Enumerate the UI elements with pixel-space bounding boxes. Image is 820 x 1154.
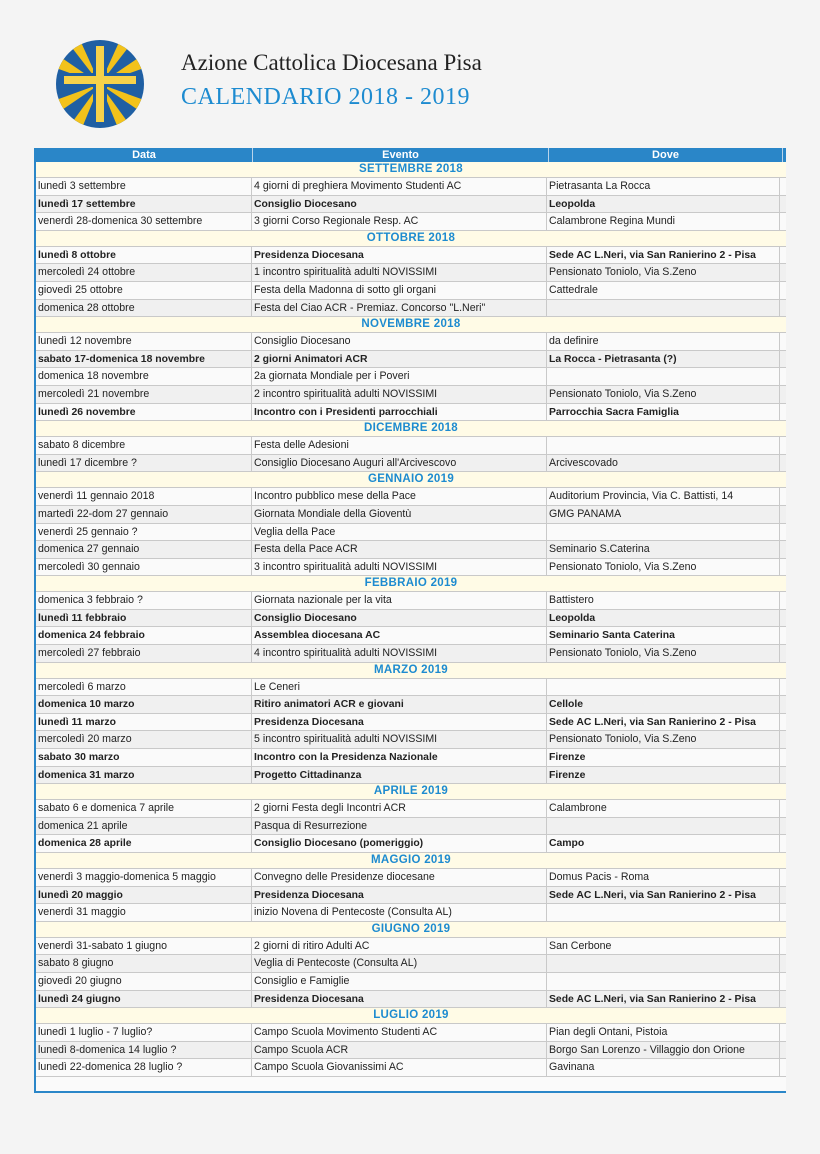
table-row <box>36 488 786 506</box>
cell-evento: 3 giorni Corso Regionale Resp. AC <box>252 213 547 230</box>
cell-data: mercoledì 27 febbraio <box>36 645 252 662</box>
cell-evento: Assemblea diocesana AC <box>252 627 547 644</box>
cell-data: domenica 28 ottobre <box>36 300 252 317</box>
cell-dove: Sede AC L.Neri, via San Ranierino 2 - Pisa <box>547 991 780 1008</box>
cell-dove: Pian degli Ontani, Pistoia <box>547 1024 780 1041</box>
cell-dove: da definire <box>547 333 780 350</box>
cell-data: lunedì 20 maggio <box>36 887 252 904</box>
cell-evento: 2 incontro spiritualità adulti NOVISSIMI <box>252 386 547 403</box>
table-row <box>36 869 786 887</box>
cell-evento: Consiglio Diocesano <box>252 610 547 627</box>
table-row <box>36 213 786 231</box>
cell-evento: Pasqua di Resurrezione <box>252 818 547 835</box>
cell-data: lunedì 8 ottobre <box>36 247 252 264</box>
cell-data: domenica 3 febbraio ? <box>36 592 252 609</box>
month-header: APRILE 2019 <box>36 784 786 800</box>
table-row <box>36 455 786 473</box>
cell-evento: 1 incontro spiritualità adulti NOVISSIMI <box>252 264 547 281</box>
table-row <box>36 559 786 577</box>
cell-dove: Sede AC L.Neri, via San Ranierino 2 - Pisa <box>547 887 780 904</box>
column-header-dove: Dove <box>549 148 783 162</box>
cell-evento: inizio Novena di Pentecoste (Consulta AL) <box>252 904 547 921</box>
cell-evento: Festa della Madonna di sotto gli organi <box>252 282 547 299</box>
cell-data: venerdì 31 maggio <box>36 904 252 921</box>
cell-evento: 4 incontro spiritualità adulti NOVISSIMI <box>252 645 547 662</box>
month-header: NOVEMBRE 2018 <box>36 317 786 333</box>
cell-evento: Giornata nazionale per la vita <box>252 592 547 609</box>
cell-evento: Campo Scuola Giovanissimi AC <box>252 1059 547 1076</box>
cell-data: lunedì 3 settembre <box>36 178 252 195</box>
cell-data: sabato 30 marzo <box>36 749 252 766</box>
cell-evento: Festa della Pace ACR <box>252 541 547 558</box>
cell-evento: 3 incontro spiritualità adulti NOVISSIMI <box>252 559 547 576</box>
cell-dove: La Rocca - Pietrasanta (?) <box>547 351 780 368</box>
table-row <box>36 679 786 697</box>
calendar-table <box>34 148 786 1093</box>
cell-evento: Campo Scuola ACR <box>252 1042 547 1059</box>
table-row <box>36 264 786 282</box>
cell-data: lunedì 22-domenica 28 luglio ? <box>36 1059 252 1076</box>
cell-evento: Incontro con la Presidenza Nazionale <box>252 749 547 766</box>
table-row <box>36 524 786 542</box>
table-row <box>36 196 786 214</box>
table-body <box>36 162 786 1077</box>
cell-data: lunedì 12 novembre <box>36 333 252 350</box>
cell-evento: Consiglio Diocesano Auguri all'Arcivescovo <box>252 455 547 472</box>
cell-dove: Pensionato Toniolo, Via S.Zeno <box>547 731 780 748</box>
cell-dove: Firenze <box>547 767 780 784</box>
cell-evento: Incontro pubblico mese della Pace <box>252 488 547 505</box>
cell-data: domenica 21 aprile <box>36 818 252 835</box>
cell-evento: Consiglio Diocesano (pomeriggio) <box>252 835 547 852</box>
cell-dove: Auditorium Provincia, Via C. Battisti, 14 <box>547 488 780 505</box>
month-header: LUGLIO 2019 <box>36 1008 786 1024</box>
month-header: SETTEMBRE 2018 <box>36 162 786 178</box>
column-header-evento: Evento <box>253 148 549 162</box>
cell-data: giovedì 20 giugno <box>36 973 252 990</box>
calendar-title: CALENDARIO 2018 - 2019 <box>181 84 470 110</box>
cell-dove: Borgo San Lorenzo - Villaggio don Orione <box>547 1042 780 1059</box>
cell-evento: Festa del Ciao ACR - Premiaz. Concorso "L.Neri" <box>252 300 547 317</box>
cell-data: venerdì 31-sabato 1 giugno <box>36 938 252 955</box>
cell-evento: Veglia di Pentecoste (Consulta AL) <box>252 955 547 972</box>
cell-dove: Sede AC L.Neri, via San Ranierino 2 - Pisa <box>547 247 780 264</box>
table-row <box>36 731 786 749</box>
table-row <box>36 541 786 559</box>
cell-dove: Seminario Santa Caterina <box>547 627 780 644</box>
cell-data: lunedì 26 novembre <box>36 404 252 421</box>
cell-dove: Gavinana <box>547 1059 780 1076</box>
table-row <box>36 610 786 628</box>
cell-evento: Consiglio Diocesano <box>252 196 547 213</box>
cell-data: mercoledì 24 ottobre <box>36 264 252 281</box>
cell-data: domenica 31 marzo <box>36 767 252 784</box>
cell-evento: Campo Scuola Movimento Studenti AC <box>252 1024 547 1041</box>
cell-dove: Sede AC L.Neri, via San Ranierino 2 - Pisa <box>547 714 780 731</box>
month-header: MAGGIO 2019 <box>36 853 786 869</box>
cell-data: mercoledì 30 gennaio <box>36 559 252 576</box>
cell-dove: Campo <box>547 835 780 852</box>
table-row <box>36 1059 786 1077</box>
organization-title: Azione Cattolica Diocesana Pisa <box>181 50 482 75</box>
table-row <box>36 506 786 524</box>
table-row <box>36 991 786 1009</box>
month-header: MARZO 2019 <box>36 663 786 679</box>
month-header: OTTOBRE 2018 <box>36 231 786 247</box>
cell-evento: 2a giornata Mondiale per i Poveri <box>252 368 547 385</box>
cell-dove <box>547 437 780 454</box>
cell-data: lunedì 24 giugno <box>36 991 252 1008</box>
cell-data: venerdì 25 gennaio ? <box>36 524 252 541</box>
cell-evento: Incontro con i Presidenti parrocchiali <box>252 404 547 421</box>
cell-data: sabato 17-domenica 18 novembre <box>36 351 252 368</box>
cell-data: domenica 27 gennaio <box>36 541 252 558</box>
cell-data: domenica 24 febbraio <box>36 627 252 644</box>
table-row <box>36 404 786 422</box>
cell-data: mercoledì 6 marzo <box>36 679 252 696</box>
cell-evento: 2 giorni Festa degli Incontri ACR <box>252 800 547 817</box>
table-row <box>36 351 786 369</box>
cell-evento: Presidenza Diocesana <box>252 991 547 1008</box>
month-header: DICEMBRE 2018 <box>36 421 786 437</box>
table-row <box>36 645 786 663</box>
table-row <box>36 592 786 610</box>
cell-dove: Cellole <box>547 696 780 713</box>
cell-dove: Pensionato Toniolo, Via S.Zeno <box>547 645 780 662</box>
cell-dove <box>547 818 780 835</box>
cell-data: lunedì 17 settembre <box>36 196 252 213</box>
month-header: GENNAIO 2019 <box>36 472 786 488</box>
cell-dove: Firenze <box>547 749 780 766</box>
cell-evento: Le Ceneri <box>252 679 547 696</box>
cell-dove: Calambrone Regina Mundi <box>547 213 780 230</box>
table-row <box>36 386 786 404</box>
cell-data: giovedì 25 ottobre <box>36 282 252 299</box>
cell-evento: 4 giorni di preghiera Movimento Studenti AC <box>252 178 547 195</box>
cell-dove: Arcivescovado <box>547 455 780 472</box>
table-row <box>36 955 786 973</box>
cell-dove <box>547 679 780 696</box>
cell-dove: GMG PANAMA <box>547 506 780 523</box>
cell-dove <box>547 368 780 385</box>
cell-dove <box>547 955 780 972</box>
cell-data: martedì 22-dom 27 gennaio <box>36 506 252 523</box>
month-header: FEBBRAIO 2019 <box>36 576 786 592</box>
month-header: GIUGNO 2019 <box>36 922 786 938</box>
cell-dove: Battistero <box>547 592 780 609</box>
cell-evento: Festa delle Adesioni <box>252 437 547 454</box>
table-row <box>36 818 786 836</box>
table-row <box>36 749 786 767</box>
cell-data: lunedì 8-domenica 14 luglio ? <box>36 1042 252 1059</box>
cell-data: lunedì 11 febbraio <box>36 610 252 627</box>
table-row <box>36 627 786 645</box>
cell-evento: 5 incontro spiritualità adulti NOVISSIMI <box>252 731 547 748</box>
cell-evento: Presidenza Diocesana <box>252 714 547 731</box>
cell-evento: Presidenza Diocesana <box>252 887 547 904</box>
table-row <box>36 973 786 991</box>
cell-dove <box>547 973 780 990</box>
cell-dove: San Cerbone <box>547 938 780 955</box>
cell-dove: Cattedrale <box>547 282 780 299</box>
cell-evento: Progetto Cittadinanza <box>252 767 547 784</box>
table-row <box>36 178 786 196</box>
cell-data: sabato 8 dicembre <box>36 437 252 454</box>
cell-data: venerdì 28-domenica 30 settembre <box>36 213 252 230</box>
cell-data: lunedì 11 marzo <box>36 714 252 731</box>
cell-evento: Consiglio Diocesano <box>252 333 547 350</box>
cell-dove: Leopolda <box>547 610 780 627</box>
cell-data: domenica 28 aprile <box>36 835 252 852</box>
cell-evento: Ritiro animatori ACR e giovani <box>252 696 547 713</box>
cell-dove: Leopolda <box>547 196 780 213</box>
cell-data: domenica 10 marzo <box>36 696 252 713</box>
cell-dove <box>547 300 780 317</box>
table-row <box>36 887 786 905</box>
table-row <box>36 300 786 318</box>
ac-logo-icon <box>56 40 144 128</box>
cell-dove: Domus Pacis - Roma <box>547 869 780 886</box>
cell-dove: Pensionato Toniolo, Via S.Zeno <box>547 559 780 576</box>
table-row <box>36 1024 786 1042</box>
table-header <box>36 148 786 162</box>
cell-dove <box>547 524 780 541</box>
table-row <box>36 247 786 265</box>
table-footer-spacer <box>36 1077 786 1091</box>
table-row <box>36 904 786 922</box>
table-row <box>36 800 786 818</box>
cell-dove: Parrocchia Sacra Famiglia <box>547 404 780 421</box>
cell-evento: Convegno delle Presidenze diocesane <box>252 869 547 886</box>
cell-evento: Consiglio e Famiglie <box>252 973 547 990</box>
cell-data: venerdì 11 gennaio 2018 <box>36 488 252 505</box>
table-row <box>36 767 786 785</box>
cell-data: lunedì 1 luglio - 7 luglio? <box>36 1024 252 1041</box>
cell-data: lunedì 17 dicembre ? <box>36 455 252 472</box>
table-row <box>36 835 786 853</box>
table-row <box>36 368 786 386</box>
table-row <box>36 437 786 455</box>
cell-evento: 2 giorni di ritiro Adulti AC <box>252 938 547 955</box>
table-row <box>36 333 786 351</box>
cell-data: domenica 18 novembre <box>36 368 252 385</box>
table-row <box>36 714 786 732</box>
cell-dove: Seminario S.Caterina <box>547 541 780 558</box>
column-header-data: Data <box>36 148 253 162</box>
cell-dove <box>547 904 780 921</box>
cell-evento: Presidenza Diocesana <box>252 247 547 264</box>
cell-evento: 2 giorni Animatori ACR <box>252 351 547 368</box>
table-row <box>36 282 786 300</box>
cell-dove: Pietrasanta La Rocca <box>547 178 780 195</box>
cell-dove: Calambrone <box>547 800 780 817</box>
cell-dove: Pensionato Toniolo, Via S.Zeno <box>547 386 780 403</box>
cell-dove: Pensionato Toniolo, Via S.Zeno <box>547 264 780 281</box>
cell-data: sabato 8 giugno <box>36 955 252 972</box>
table-row <box>36 696 786 714</box>
table-row <box>36 1042 786 1060</box>
table-row <box>36 938 786 956</box>
cell-evento: Giornata Mondiale della Gioventù <box>252 506 547 523</box>
cell-data: mercoledì 20 marzo <box>36 731 252 748</box>
cell-data: mercoledì 21 novembre <box>36 386 252 403</box>
cell-data: sabato 6 e domenica 7 aprile <box>36 800 252 817</box>
cell-data: venerdì 3 maggio-domenica 5 maggio <box>36 869 252 886</box>
cell-evento: Veglia della Pace <box>252 524 547 541</box>
